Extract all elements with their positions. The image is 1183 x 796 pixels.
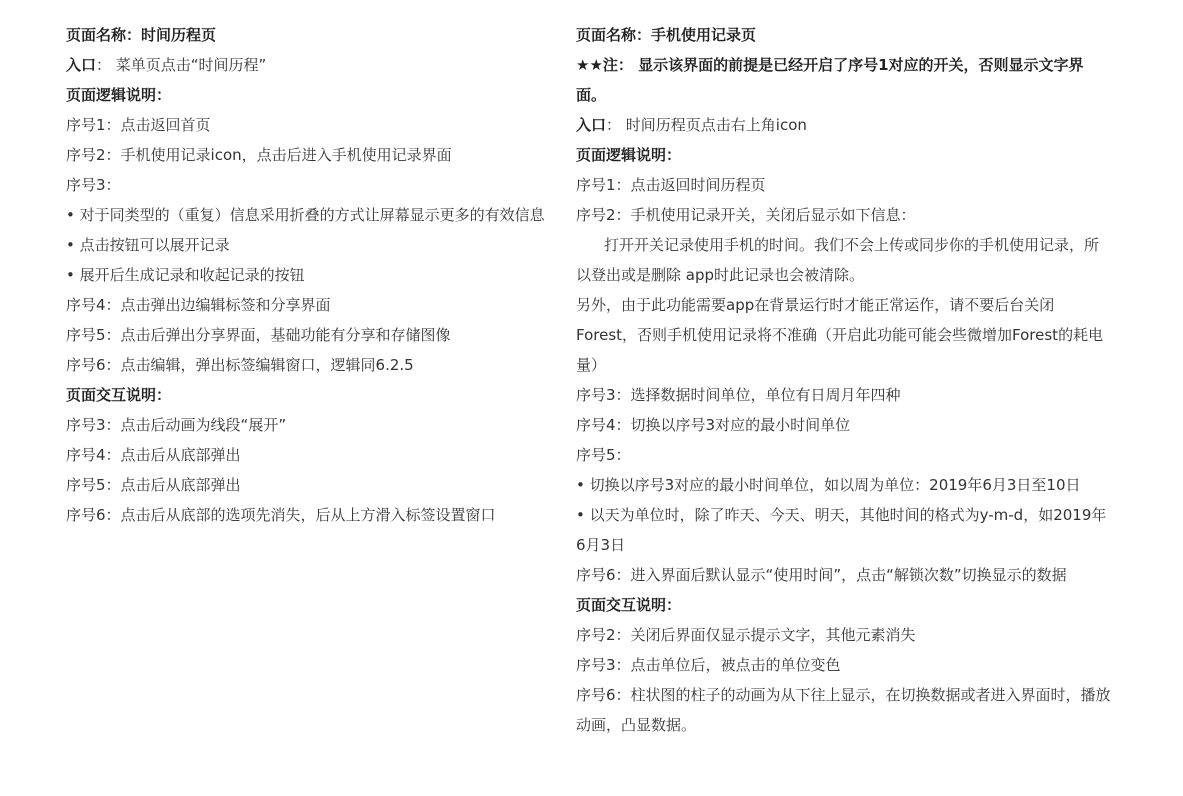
logic-item: 序号6：进入界面后默认显示“使用时间”，点击“解锁次数”切换显示的数据 [576,566,1067,584]
entry-label: 入口 [576,116,607,134]
interaction-item: 序号3：点击单位后，被点击的单位变色 [576,656,841,674]
logic-item: 序号5： [576,446,631,464]
page-title-line [576,20,1111,50]
right-column [576,20,1111,740]
notice-paragraph: 另外，由于此功能需要app在背景运行时才能正常运作，请不要后台关闭Forest，否则手机使用记录将不准确（开启此功能可能会些微增加Forest的耗电量） [576,296,1104,374]
logic-item: 序号1：点击返回时间历程页 [576,176,766,194]
logic-bullet: • 以天为单位时，除了昨天、今天、明天，其他时间的格式为y-m-d，如2019年6月3日 [576,506,1107,554]
interaction-heading: 页面交互说明： [576,596,682,614]
logic-item: 序号5：点击后弹出分享界面，基础功能有分享和存储图像 [66,326,451,344]
interaction-item: 序号5：点击后从底部弹出 [66,476,241,494]
notice-paragraph: 打开开关记录使用手机的时间。我们不会上传或同步你的手机使用记录，所以登出或是删除 app时此记录也会被清除。 [576,236,1100,284]
entry-line [576,110,1111,140]
logic-bullet: • 切换以序号3对应的最小时间单位，如以周为单位：2019年6月3日至10日 [576,476,1081,494]
logic-item: 序号1：点击返回首页 [66,116,211,134]
page-title-label: 页面名称： [576,26,652,44]
interaction-item: 序号2：关闭后界面仅显示提示文字，其他元素消失 [576,626,916,644]
left-column [66,20,566,530]
entry-label: 入口 [66,56,97,74]
logic-item: 序号3：选择数据时间单位，单位有日周月年四种 [576,386,901,404]
interaction-item: 序号6：点击后从底部的选项先消失，后从上方滑入标签设置窗口 [66,506,496,524]
entry-value: ： 时间历程页点击右上角icon [606,116,807,134]
interaction-heading: 页面交互说明： [66,386,172,404]
logic-bullet: • 对于同类型的（重复）信息采用折叠的方式让屏幕显示更多的有效信息 [66,206,545,224]
entry-value: ： 菜单页点击“时间历程” [96,56,267,74]
prerequisite-note: ★★注： 显示该界面的前提是已经开启了序号1对应的开关，否则显示文字界面。 [576,56,1084,104]
page-title-label: 页面名称： [66,26,142,44]
logic-bullet: • 展开后生成记录和收起记录的按钮 [66,266,305,284]
page-title-line [66,20,566,50]
logic-bullet: • 点击按钮可以展开记录 [66,236,230,254]
interaction-item: 序号4：点击后从底部弹出 [66,446,241,464]
page-title-value: 手机使用记录页 [651,26,757,44]
logic-item: 序号3： [66,176,121,194]
logic-item: 序号2：手机使用记录icon，点击后进入手机使用记录界面 [66,146,452,164]
logic-item: 序号2：手机使用记录开关，关闭后显示如下信息： [576,206,916,224]
interaction-item: 序号6：柱状图的柱子的动画为从下往上显示，在切换数据或者进入界面时，播放动画，凸显数据。 [576,686,1111,734]
logic-item: 序号6：点击编辑，弹出标签编辑窗口，逻辑同6.2.5 [66,356,414,374]
logic-item: 序号4：点击弹出边编辑标签和分享界面 [66,296,331,314]
page-title-value: 时间历程页 [141,26,217,44]
logic-item: 序号4：切换以序号3对应的最小时间单位 [576,416,851,434]
entry-line [66,50,566,80]
logic-heading: 页面逻辑说明： [66,86,172,104]
interaction-item: 序号3：点击后动画为线段“展开” [66,416,287,434]
logic-heading: 页面逻辑说明： [576,146,682,164]
